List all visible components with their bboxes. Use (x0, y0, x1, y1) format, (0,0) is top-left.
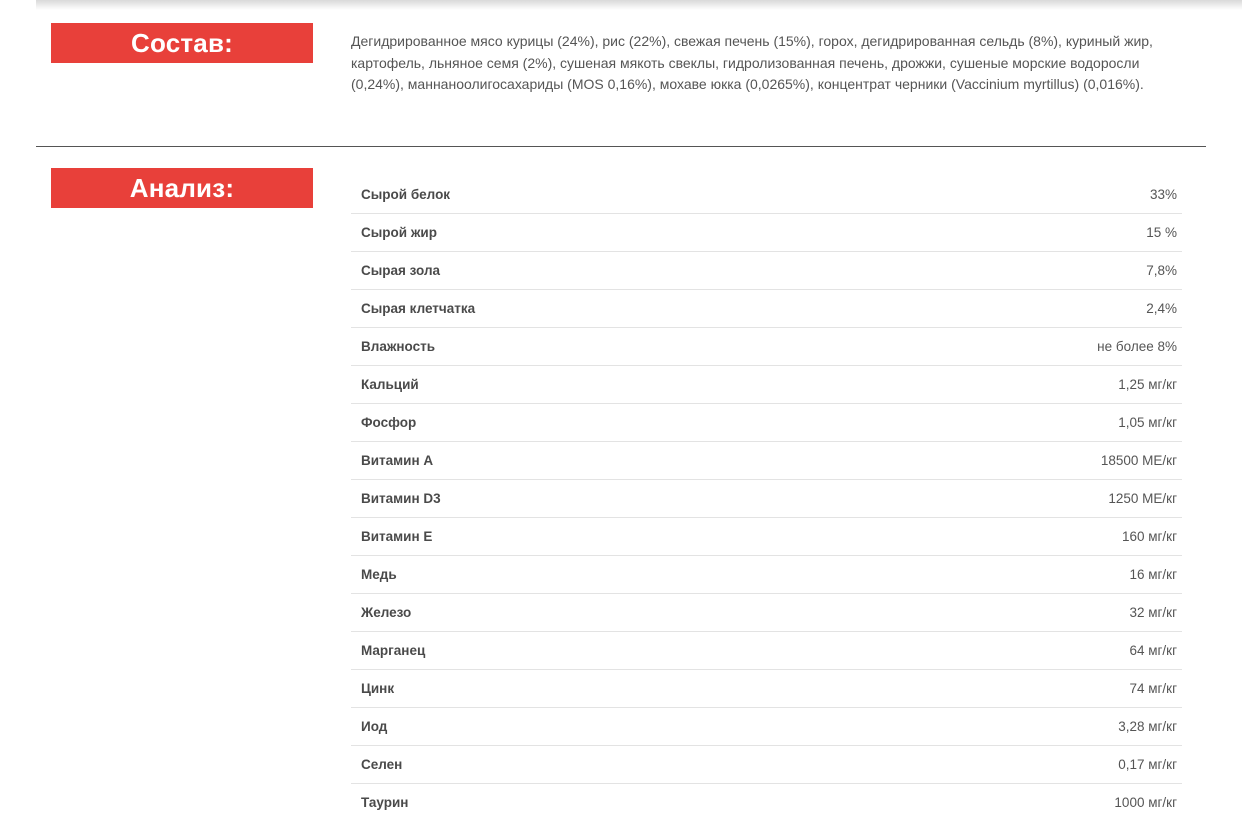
table-row (351, 480, 1182, 518)
row-value: 64 мг/кг (1129, 643, 1177, 658)
table-row (351, 784, 1182, 821)
row-label: Сырой жир (361, 225, 437, 240)
table-row (351, 404, 1182, 442)
table-row (351, 518, 1182, 556)
row-value: 18500 МЕ/кг (1100, 453, 1177, 468)
table-row (351, 176, 1182, 214)
analysis-table (351, 176, 1182, 821)
table-row (351, 214, 1182, 252)
row-label: Цинк (361, 681, 395, 696)
table-row (351, 328, 1182, 366)
row-label: Сырой белок (361, 187, 451, 202)
row-value: не более 8% (1097, 339, 1177, 354)
row-label: Витамин А (361, 453, 434, 468)
row-label: Железо (361, 605, 412, 620)
row-label: Кальций (361, 377, 419, 392)
row-label: Медь (361, 567, 397, 582)
row-value: 1,05 мг/кг (1118, 415, 1177, 430)
row-value: 7,8% (1146, 263, 1177, 278)
row-value: 32 мг/кг (1129, 605, 1177, 620)
table-row (351, 366, 1182, 404)
table-row (351, 670, 1182, 708)
row-value: 0,17 мг/кг (1118, 757, 1177, 772)
row-value: 15 % (1146, 225, 1177, 240)
row-label: Иод (361, 719, 388, 734)
table-row (351, 632, 1182, 670)
section-divider (36, 146, 1206, 147)
row-value: 33% (1149, 187, 1177, 202)
table-row (351, 290, 1182, 328)
row-label: Сырая зола (361, 263, 441, 278)
row-label: Витамин D3 (361, 491, 441, 506)
row-value: 74 мг/кг (1129, 681, 1177, 696)
row-label: Селен (361, 757, 403, 772)
row-label: Витамин Е (361, 529, 433, 544)
row-value: 1000 мг/кг (1114, 795, 1177, 810)
row-value: 1,25 мг/кг (1118, 377, 1177, 392)
row-value: 3,28 мг/кг (1118, 719, 1177, 734)
table-row (351, 556, 1182, 594)
row-label: Влажность (361, 339, 436, 354)
row-value: 16 мг/кг (1129, 567, 1177, 582)
table-row (351, 594, 1182, 632)
row-label: Марганец (361, 643, 426, 658)
row-value: 2,4% (1146, 301, 1177, 316)
table-row (351, 442, 1182, 480)
row-label: Сырая клетчатка (361, 301, 476, 316)
table-row (351, 708, 1182, 746)
analysis-heading: Анализ: (51, 168, 313, 208)
row-value: 160 мг/кг (1121, 529, 1177, 544)
table-row (351, 746, 1182, 784)
top-shadow (36, 0, 1242, 10)
row-label: Фосфор (361, 415, 417, 430)
row-label: Таурин (361, 795, 409, 810)
composition-heading: Состав: (51, 23, 313, 63)
composition-text: Дегидрированное мясо курицы (24%), рис (22%), свежая печень (15%), горох, дегидрированная сельдь (8%), куриный жир, картофель, льняное семя (2%), сушеная мякоть свеклы, гидролизованная печень, дрожжи, сушеные морские водоросли (0,24%), маннаноолигосахариды (MOS 0,16%), мохаве юкка (0,0265%), концентрат черники (Vaccinium myrtillus) (0,016%). (351, 33, 1153, 92)
row-value: 1250 МЕ/кг (1108, 491, 1177, 506)
table-row (351, 252, 1182, 290)
